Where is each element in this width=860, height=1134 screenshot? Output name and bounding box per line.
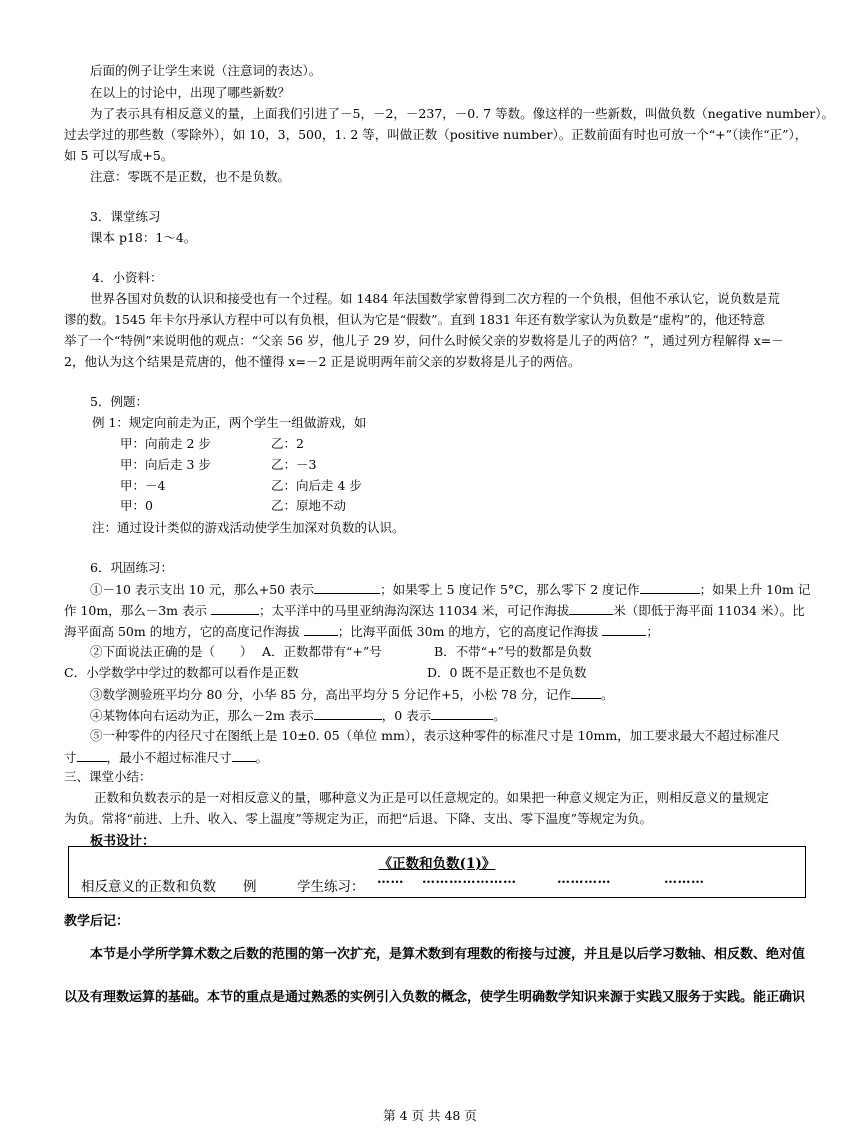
- board-row: 相反意义的正数和负数 例 学生练习：: [81, 879, 365, 895]
- exercise-line: 海平面高 50m 的地方，它的高度记作海拔 ；比海平面低 30m 的地方，它的高度记作海拔 ；: [64, 624, 659, 639]
- exercise-line: ④某物体向右运动为正，那么－2m 表示 ，0 表示 。: [90, 708, 506, 723]
- text-line: 如 5 可以写成+5。: [64, 148, 174, 163]
- text-line: 注意：零既不是正数，也不是负数。: [90, 169, 291, 184]
- section-title: 6．巩固练习：: [90, 560, 173, 575]
- text-line: 举了一个“特例”来说明他的观点：“父亲 56 岁，他儿子 29 岁，问什么时候父亲的岁数将是儿子的两倍？”，通过列方程解得 x=－: [64, 333, 784, 348]
- game-row: 甲：－4: [120, 478, 166, 493]
- exercise-line: 作 10m，那么－3m 表示 ；太平洋中的马里亚纳海沟深达 11034 米，可记作海拔 米（即低于海平面 11034 米）。比: [64, 603, 805, 618]
- answer-blank[interactable]: [431, 707, 493, 720]
- text-line: 在以上的讨论中，出现了哪些新数？: [90, 85, 291, 100]
- game-row: 乙：原地不动: [271, 498, 347, 513]
- text-line: 例 1：规定向前走为正，两个学生一组做游戏，如: [92, 415, 367, 430]
- page-footer: 第 4 页 共 48 页: [383, 1108, 477, 1123]
- game-row: 甲：向后走 3 步: [120, 457, 211, 472]
- text-line: 注：通过设计类似的游戏活动使学生加深对负数的认识。: [92, 520, 405, 535]
- answer-blank[interactable]: [640, 581, 700, 594]
- exercise-line: ②下面说法正确的是（ ）: [90, 644, 253, 659]
- board-label: 板书设计：: [90, 834, 156, 849]
- text-line: 谬的数。1545 年卡尔丹承认方程中可以有负根，但认为它是“假数”。直到 1831 年还有数学家认为负数是“虚构”的，他还特意: [64, 312, 766, 327]
- board-dots: ………: [664, 872, 705, 887]
- section-title: 4．小资料：: [92, 270, 163, 285]
- answer-blank[interactable]: [571, 686, 601, 699]
- exercise-line: ①－10 表示支出 10 元，那么+50 表示 ；如果零上 5 度记作 5°C，那么零下 2 度记作 ；如果上升 10m 记: [90, 582, 811, 597]
- game-row: 乙：2: [271, 436, 304, 451]
- answer-blank[interactable]: [77, 749, 107, 762]
- answer-blank[interactable]: [314, 707, 382, 720]
- game-row: 甲：0: [120, 498, 153, 513]
- text-line: 过去学过的那些数（零除外），如 10，3，500，1. 2 等，叫做正数（positive number）。正数前面有时也可放一个“+”（读作“正”），: [64, 127, 808, 142]
- exercise-line: ⑤一种零件的内径尺寸在图纸上是 10±0. 05（单位 mm），表示这种零件的标准尺寸是 10mm，加工要求最大不超过标准尺: [90, 728, 780, 743]
- text-line: 正数和负数表示的是一对相反意义的量，哪种意义为正是可以任意规定的。如果把一种意义规定为正，则相反意义的量规定: [94, 790, 770, 805]
- text-line: 为负。常将“前进、上升、收入、零上温度”等规定为正，而把“后退、下降、支出、零下温度”等规定为负。: [64, 811, 653, 826]
- option-d: D．0 既不是正数也不是负数: [427, 665, 587, 680]
- exercise-line: 寸 ，最小不超过标准尺寸 。: [64, 750, 269, 765]
- answer-blank[interactable]: [314, 581, 380, 594]
- answer-blank[interactable]: [211, 602, 259, 615]
- text-line: 课本 p18：1～4。: [90, 230, 197, 245]
- board-dots: ……: [377, 872, 404, 887]
- text-line: 2，他认为这个结果是荒唐的，他不懂得 x=－2 正是说明两年前父亲的岁数将是儿子的两倍。: [64, 354, 581, 369]
- board-dots: …………: [557, 872, 611, 887]
- post-line: 本节是小学所学算术数之后数的范围的第一次扩充，是算术数到有理数的衔接与过渡，并且是以后学习数轴、相反数、绝对值: [90, 947, 806, 962]
- post-line: 以及有理数运算的基础。本节的重点是通过熟悉的实例引入负数的概念，使学生明确数学知识来源于实践又服务于实践。能正确识: [64, 990, 806, 1005]
- game-row: 乙：向后走 4 步: [271, 478, 362, 493]
- option-b: B．不带“+”号的数都是负数: [434, 644, 592, 659]
- game-row: 甲：向前走 2 步: [120, 436, 211, 451]
- section-title: 3．课堂练习: [90, 209, 161, 224]
- board-title: 《正数和负数(1)》: [378, 856, 496, 872]
- text-line: 后面的例子让学生来说（注意词的表达）。: [90, 63, 322, 78]
- section-title: 三、课堂小结：: [64, 769, 152, 784]
- section-title: 5．例题：: [90, 394, 148, 409]
- board-dots: …………………: [422, 872, 517, 887]
- text-line: 为了表示具有相反意义的量，上面我们引进了－5，－2，－237，－0. 7 等数。像这样的一些新数，叫做负数（negative number）。: [90, 106, 835, 121]
- text-line: 世界各国对负数的认识和接受也有一个过程。如 1484 年法国数学家曾得到二次方程的一个负根，但他不承认它，说负数是荒: [90, 291, 780, 306]
- option-a: A．正数都带有“+”号: [262, 644, 382, 659]
- post-label: 教学后记：: [64, 914, 130, 929]
- game-row: 乙：－3: [271, 457, 317, 472]
- answer-blank[interactable]: [304, 623, 338, 636]
- exercise-line: ③数学测验班平均分 80 分，小华 85 分，高出平均分 5 分记作+5，小松 78 分，记作 。: [90, 687, 614, 702]
- answer-blank[interactable]: [569, 602, 613, 615]
- answer-blank[interactable]: [232, 749, 256, 762]
- option-c: C．小学数学中学过的数都可以看作是正数: [64, 665, 299, 680]
- answer-blank[interactable]: [602, 623, 646, 636]
